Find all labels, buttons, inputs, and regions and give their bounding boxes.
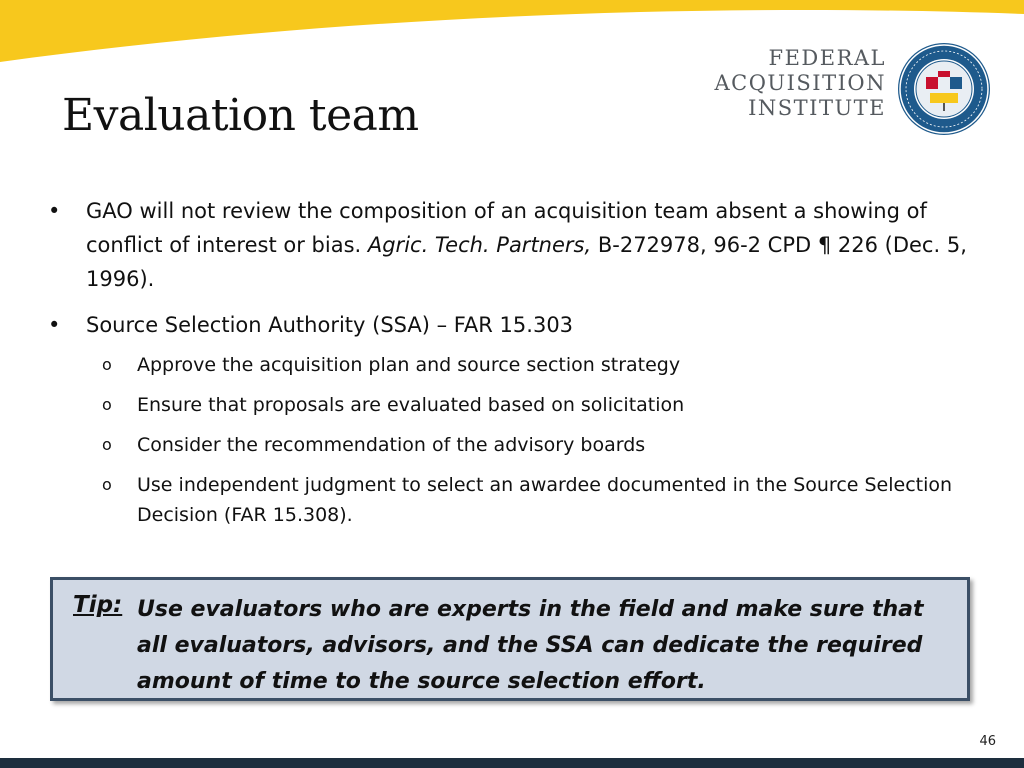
circle-bullet-icon: o	[102, 395, 112, 414]
bullet-gao-citation: B-272978, 96-2 CPD ¶ 226 (Dec. 5, 1996).	[86, 233, 967, 291]
sub-bullet-item	[48, 430, 968, 460]
sub-bullet-item	[48, 470, 968, 530]
sub-bullet-text: Ensure that proposals are evaluated based on solicitation	[137, 394, 685, 416]
sub-bullet-item	[48, 390, 968, 420]
sub-bullet-text: Approve the acquisition plan and source section strategy	[137, 354, 681, 376]
bullet-list	[48, 194, 968, 540]
slide-title: Evaluation team	[62, 90, 419, 141]
logo-line-3: INSTITUTE	[748, 96, 886, 120]
bullet-ssa-text: Source Selection Authority (SSA) – FAR 15.303	[86, 313, 574, 337]
sub-bullet-text: Use independent judgment to select an awardee documented in the Source Selection Decision (FAR 15.308).	[137, 474, 953, 526]
case-citation: Agric. Tech. Partners,	[367, 233, 592, 257]
footer-bar	[0, 758, 1024, 768]
tip-text: Use evaluators who are experts in the field and make sure that all evaluators, advisors, and the SSA can dedicate the required amount of time to the source selection effort.	[137, 597, 924, 694]
bullet-dot-icon: •	[48, 199, 61, 223]
page-number: 46	[979, 734, 996, 749]
bullet-gao-text: GAO will not review the composition of an acquisition team absent a showing of conflict of interest or bias.	[86, 199, 927, 257]
sub-bullet-item	[48, 350, 968, 380]
circle-bullet-icon: o	[102, 475, 112, 494]
fai-logo-text	[714, 46, 886, 121]
tip-label: Tip:	[73, 592, 123, 618]
bullet-dot-icon: •	[48, 313, 61, 337]
logo-line-1: FEDERAL	[768, 46, 886, 70]
circle-bullet-icon: o	[102, 355, 112, 374]
sub-bullet-list	[48, 350, 968, 530]
logo-line-2: ACQUISITION	[714, 71, 886, 95]
bullet-gao	[48, 194, 968, 296]
tip-box	[50, 577, 970, 701]
bullet-ssa	[48, 308, 968, 342]
circle-bullet-icon: o	[102, 435, 112, 454]
fai-seal-icon	[896, 41, 992, 137]
sub-bullet-text: Consider the recommendation of the advisory boards	[137, 434, 646, 456]
